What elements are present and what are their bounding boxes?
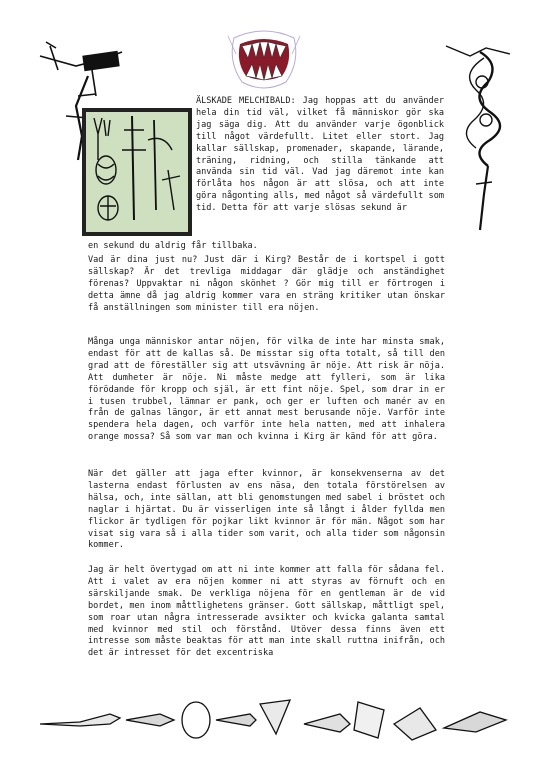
letter-paragraph-4: När det gäller att jaga efter kvinnor, är konsekvenserna av det lasterna endast förlusten av ens näsa, den totala förstörelsen av hälsa, och, inte sällan, att bli genomstungen med sabel i bröstet och naglar i hjärtat. Du är visserligen inte så långt i ålder fyllda men flickor är tydligen för pojkar likt kvinnor är för män. Något som har visat sig vara så i alla tider som varit, och alla tider som någonsin kommer. — [88, 469, 445, 551]
letter-paragraph-5: Jag är helt övertygad om att ni inte kommer att falla för sådana fel. Att i valet av era nöjen kommer ni att styras av förnuft och en särskiljande smak. De verkliga nöjena för en gentleman är de vid bordet, men inom måttlighetens gränser. Gott sällskap, måttligt spel, som roar utan några intresserade avsikter och kvicka galanta samtal med kvinnor med stil och förstånd. Utöver dessa finns även ett intresse som måste beaktas för att man inte skall ruttna inifrån, och det är intresset för det excentriska — [88, 565, 445, 659]
letter-paragraph-1-bottom: en sekund du aldrig får tillbaka. — [88, 241, 258, 251]
ornamental-serpent-right — [440, 34, 520, 234]
letter-paragraph-3: Många unga människor antar nöjen, för vilka de inte har minsta smak, endast för att de kallas så. De misstar sig ofta totalt, så till den grad att de föreställer sig att utsvävning är nöje. Att risk är nöja. Att dumheter är nöje. Ni måste medge att fylleri, som är lika förödande för kropp och själ, är ett fint nöje. Spel, som drar in er i tusen trubbel, lämnar er pank, och ger er luften och manér av en från de galnas längor, är ett annat mest berusande nöje. Varför inte spendera hela dagen, och varför inte hela natten, med att inhalera orange mossa? Så som var man och kvinna i Kirg är känd för att göra. — [88, 337, 445, 443]
letter-paragraph-1-top: ÄLSKADE MELCHIBALD: Jag hoppas att du använder hela din tid väl, vilket få människor gör ska jag säga dig. Att du använder varje ögonblick till något värdefullt. Litet eller stort. Jag kallar sällskap, promenader, skapande, lärande, träning, ridning, och stilla tänkande att använda sin tid väl. Vad jag däremot inte kan förlåta hos någon är att slösa, och att inte göra någonting alls, med något så värdefullt som tid. Detta för att varje slösas sekund är — [196, 96, 444, 214]
illustration-weapons — [82, 108, 192, 236]
ornamental-weapons-row — [40, 684, 510, 744]
letter-paragraph-2: Vad är dina just nu? Just där i Kirg? Består de i kortspel i gott sällskap? Är det trevliga middagar där glädje och anständighet förenas? Uppvaktar ni någon skönhet ? Gör mig till er förtrogen i detta ämne då jag aldrig kommer vara en sträng kritiker utan önskar få anställningen som minister till era nöjen. — [88, 255, 445, 313]
ornamental-mouth — [224, 24, 304, 96]
